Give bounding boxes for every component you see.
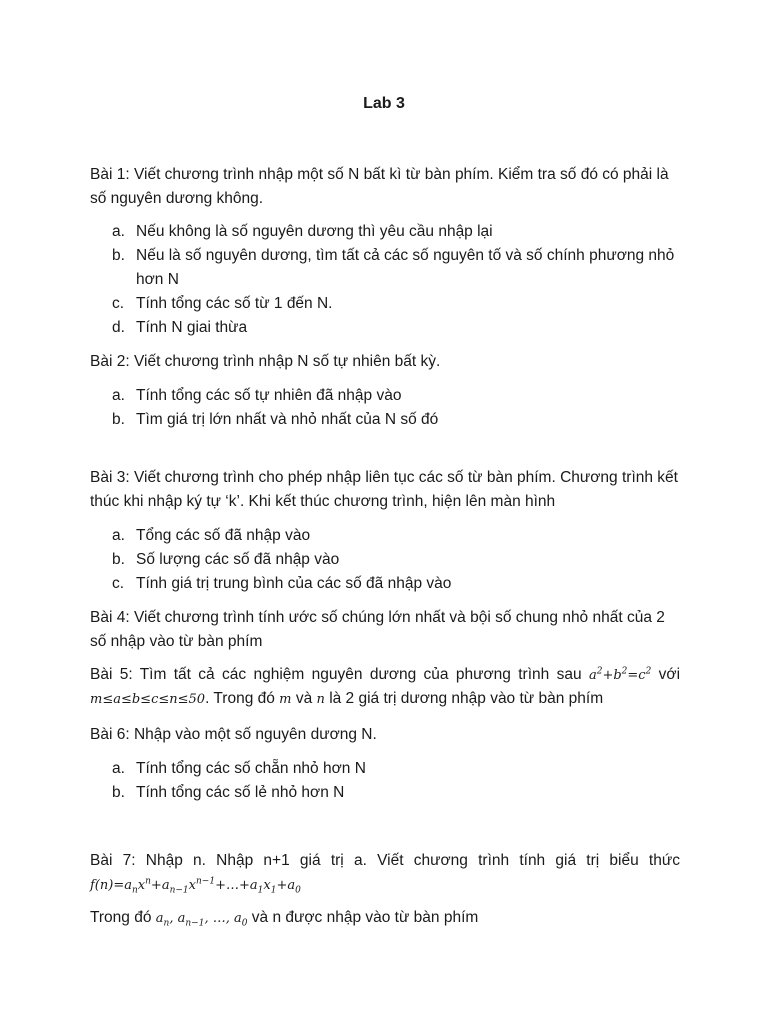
exercise-7-note [90, 906, 680, 931]
exercise-7-text: Bài 7: Nhập n. Nhập n+1 giá trị a. Viết chương trình tính giá trị biểu thức [90, 852, 680, 869]
exercise-5-text: . Trong đó [205, 690, 275, 707]
list-item-text: Số lượng các số đã nhập vào [136, 551, 340, 568]
list-marker: b. [112, 411, 125, 428]
exercise-5-text-after: với [658, 666, 681, 683]
list-item [112, 408, 680, 432]
list-marker: b. [112, 247, 125, 264]
list-marker: a. [112, 527, 125, 544]
variable-n: n [316, 692, 325, 707]
exercise-7-note-text: Trong đó [90, 909, 152, 926]
list-item [112, 220, 680, 244]
exercise-5-text: và [295, 690, 313, 707]
page-title: Lab 3 [363, 95, 405, 112]
list-marker: c. [112, 295, 125, 312]
polynomial-expression: $f(n)=a_nx^n+a_{n-1}x^{n-1}+\dots+a_1x_1+a_0$ [90, 876, 301, 896]
list-item [112, 292, 680, 316]
list-item-text: Tính tổng các số chẵn nhỏ hơn N [136, 760, 366, 777]
list-marker: b. [112, 551, 125, 568]
list-item-text: Tính giá trị trung bình của các số đã nhập vào [136, 575, 452, 592]
list-marker: a. [112, 223, 125, 240]
exercise-7-note-after: và n được nhập vào từ bàn phím [251, 909, 479, 926]
list-item-text: Tìm giá trị lớn nhất và nhỏ nhất của N số đó [136, 411, 439, 428]
list-marker: a. [112, 760, 125, 777]
exercise-5-text: là 2 giá trị dương nhập vào từ bàn phím [329, 690, 604, 707]
list-item [112, 316, 680, 340]
exercise-5-line-2 [90, 687, 680, 712]
list-item-text: Nếu không là số nguyên dương thì yêu cầu nhập lại [136, 223, 493, 240]
exercise-2-text: Bài 2: Viết chương trình nhập N số tự nhiên bất kỳ. [90, 353, 441, 370]
list-item [112, 384, 680, 408]
list-item-text: Tính tổng các số lẻ nhỏ hơn N [136, 784, 345, 801]
list-item [112, 244, 680, 288]
list-item [112, 572, 680, 596]
list-marker: b. [112, 784, 125, 801]
exercise-5-text: Bài 5: Tìm tất cả các nghiệm nguyên dương của phương trình sau [90, 666, 582, 683]
list-item-text: Tính tổng các số từ 1 đến N. [136, 295, 333, 312]
list-marker: d. [112, 319, 125, 336]
list-item-text: Nếu là số nguyên dương, tìm tất cả các số nguyên tố và số chính phương nhỏ hơn N [136, 247, 675, 288]
list-item [112, 524, 680, 548]
list-item-text: Tính tổng các số tự nhiên đã nhập vào [136, 387, 402, 404]
variable-m: m [279, 692, 292, 707]
exercise-1-text: Bài 1: Viết chương trình nhập một số N bất kì từ bàn phím. Kiểm tra số đó có phải là số nguyên dương không. [90, 166, 669, 207]
exercise-5-line-1 [90, 663, 680, 688]
list-marker: c. [112, 575, 125, 592]
exercise-6-text: Bài 6: Nhập vào một số nguyên dương N. [90, 726, 377, 743]
pythagorean-equation: $a^2+b^2=c^2$ [588, 666, 652, 683]
list-item [112, 548, 680, 572]
list-item [112, 757, 680, 781]
list-item-text: Tính N giai thừa [136, 319, 248, 336]
list-item-text: Tổng các số đã nhập vào [136, 527, 311, 544]
inequality-constraint: m≤a≤b≤c≤n≤50 [90, 692, 206, 707]
exercise-3-text: Bài 3: Viết chương trình cho phép nhập liên tục các số từ bàn phím. Chương trình kết thúc khi nhập ký tự ‘k’. Khi kết thúc chương trình, hiện lên màn hình [90, 469, 678, 510]
list-marker: a. [112, 387, 125, 404]
coefficient-list: $a_n$, $a_{n-1}$, …, $a_0$ [155, 911, 248, 929]
exercise-4-text: Bài 4: Viết chương trình tính ước số chúng lớn nhất và bội số chung nhỏ nhất của 2 số nhập vào từ bàn phím [90, 609, 665, 650]
list-item [112, 781, 680, 805]
